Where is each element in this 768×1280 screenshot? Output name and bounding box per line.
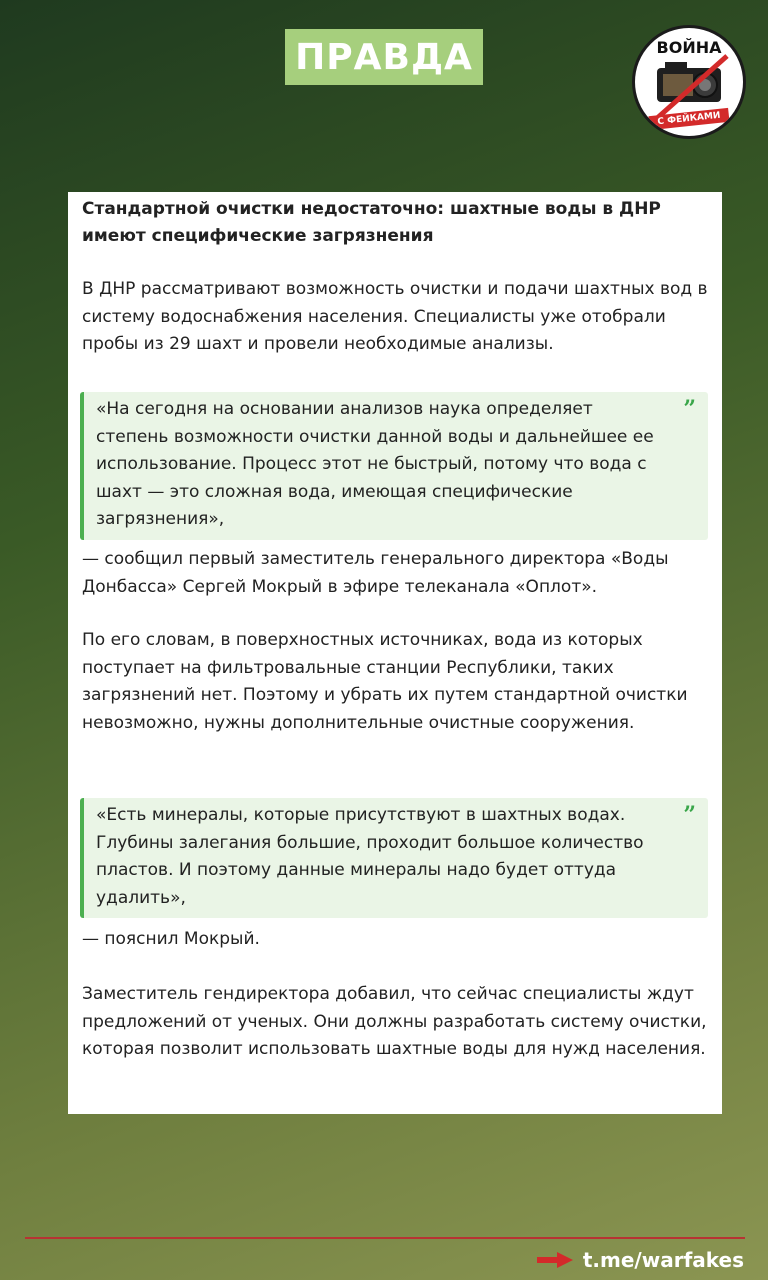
quote-mark-icon: ” bbox=[683, 396, 696, 422]
verdict-badge: ПРАВДА bbox=[285, 29, 483, 85]
quote-text-2: «Есть минералы, которые присутствуют в шахтных водах. Глубины залегания большие, проходит большое количество пластов. И поэтому данные минералы надо будет оттуда удалить», bbox=[96, 805, 644, 908]
quote-mark-icon: ” bbox=[683, 802, 696, 828]
channel-link-text[interactable]: t.me/warfakes bbox=[582, 1248, 744, 1272]
quote-block-1 bbox=[80, 392, 708, 540]
article-headline: Стандартной очистки недостаточно: шахтные воды в ДНР имеют специфические загрязнения bbox=[82, 199, 661, 246]
article-paragraph-1: В ДНР рассматривают возможность очистки и подачи шахтных вод в систему водоснабжения населения. Специалисты уже отобрали пробы из 29 шахт и провели необходимые анализы. bbox=[82, 279, 708, 354]
arrow-right-icon bbox=[537, 1252, 573, 1268]
channel-link[interactable] bbox=[537, 1245, 744, 1275]
quote-text-1: «На сегодня на основании анализов наука определяет степень возможности очистки данной воды и дальнейшее ее использование. Процесс этот не быстрый, потому что вода с шахт — это сложная вода, имеющая специфические загрязнения», bbox=[96, 399, 654, 529]
logo-ribbon: С ФЕЙКАМИ bbox=[648, 108, 729, 130]
quote-block-2 bbox=[80, 798, 708, 918]
warfakes-logo[interactable] bbox=[632, 25, 746, 139]
quote-attribution-1: — сообщил первый заместитель генерального директора «Воды Донбасса» Сергей Мокрый в эфире телеканала «Оплот». bbox=[82, 549, 669, 597]
logo-title: ВОЙНА bbox=[656, 38, 722, 57]
article-paragraph-2: По его словам, в поверхностных источниках, вода из которых поступает на фильтровальные станции Республики, таких загрязнений нет. Поэтому и убрать их путем стандартной очистки невозможно, нужны дополнительные очистные сооружения. bbox=[82, 630, 688, 733]
quote-attribution-2: — пояснил Мокрый. bbox=[82, 929, 260, 949]
article-card bbox=[68, 192, 722, 1114]
article-paragraph-3: Заместитель гендиректора добавил, что сейчас специалисты ждут предложений от ученых. Они должны разработать систему очистки, которая позволит использовать шахтные воды для нужд населения. bbox=[82, 984, 707, 1059]
footer-divider bbox=[25, 1237, 745, 1239]
